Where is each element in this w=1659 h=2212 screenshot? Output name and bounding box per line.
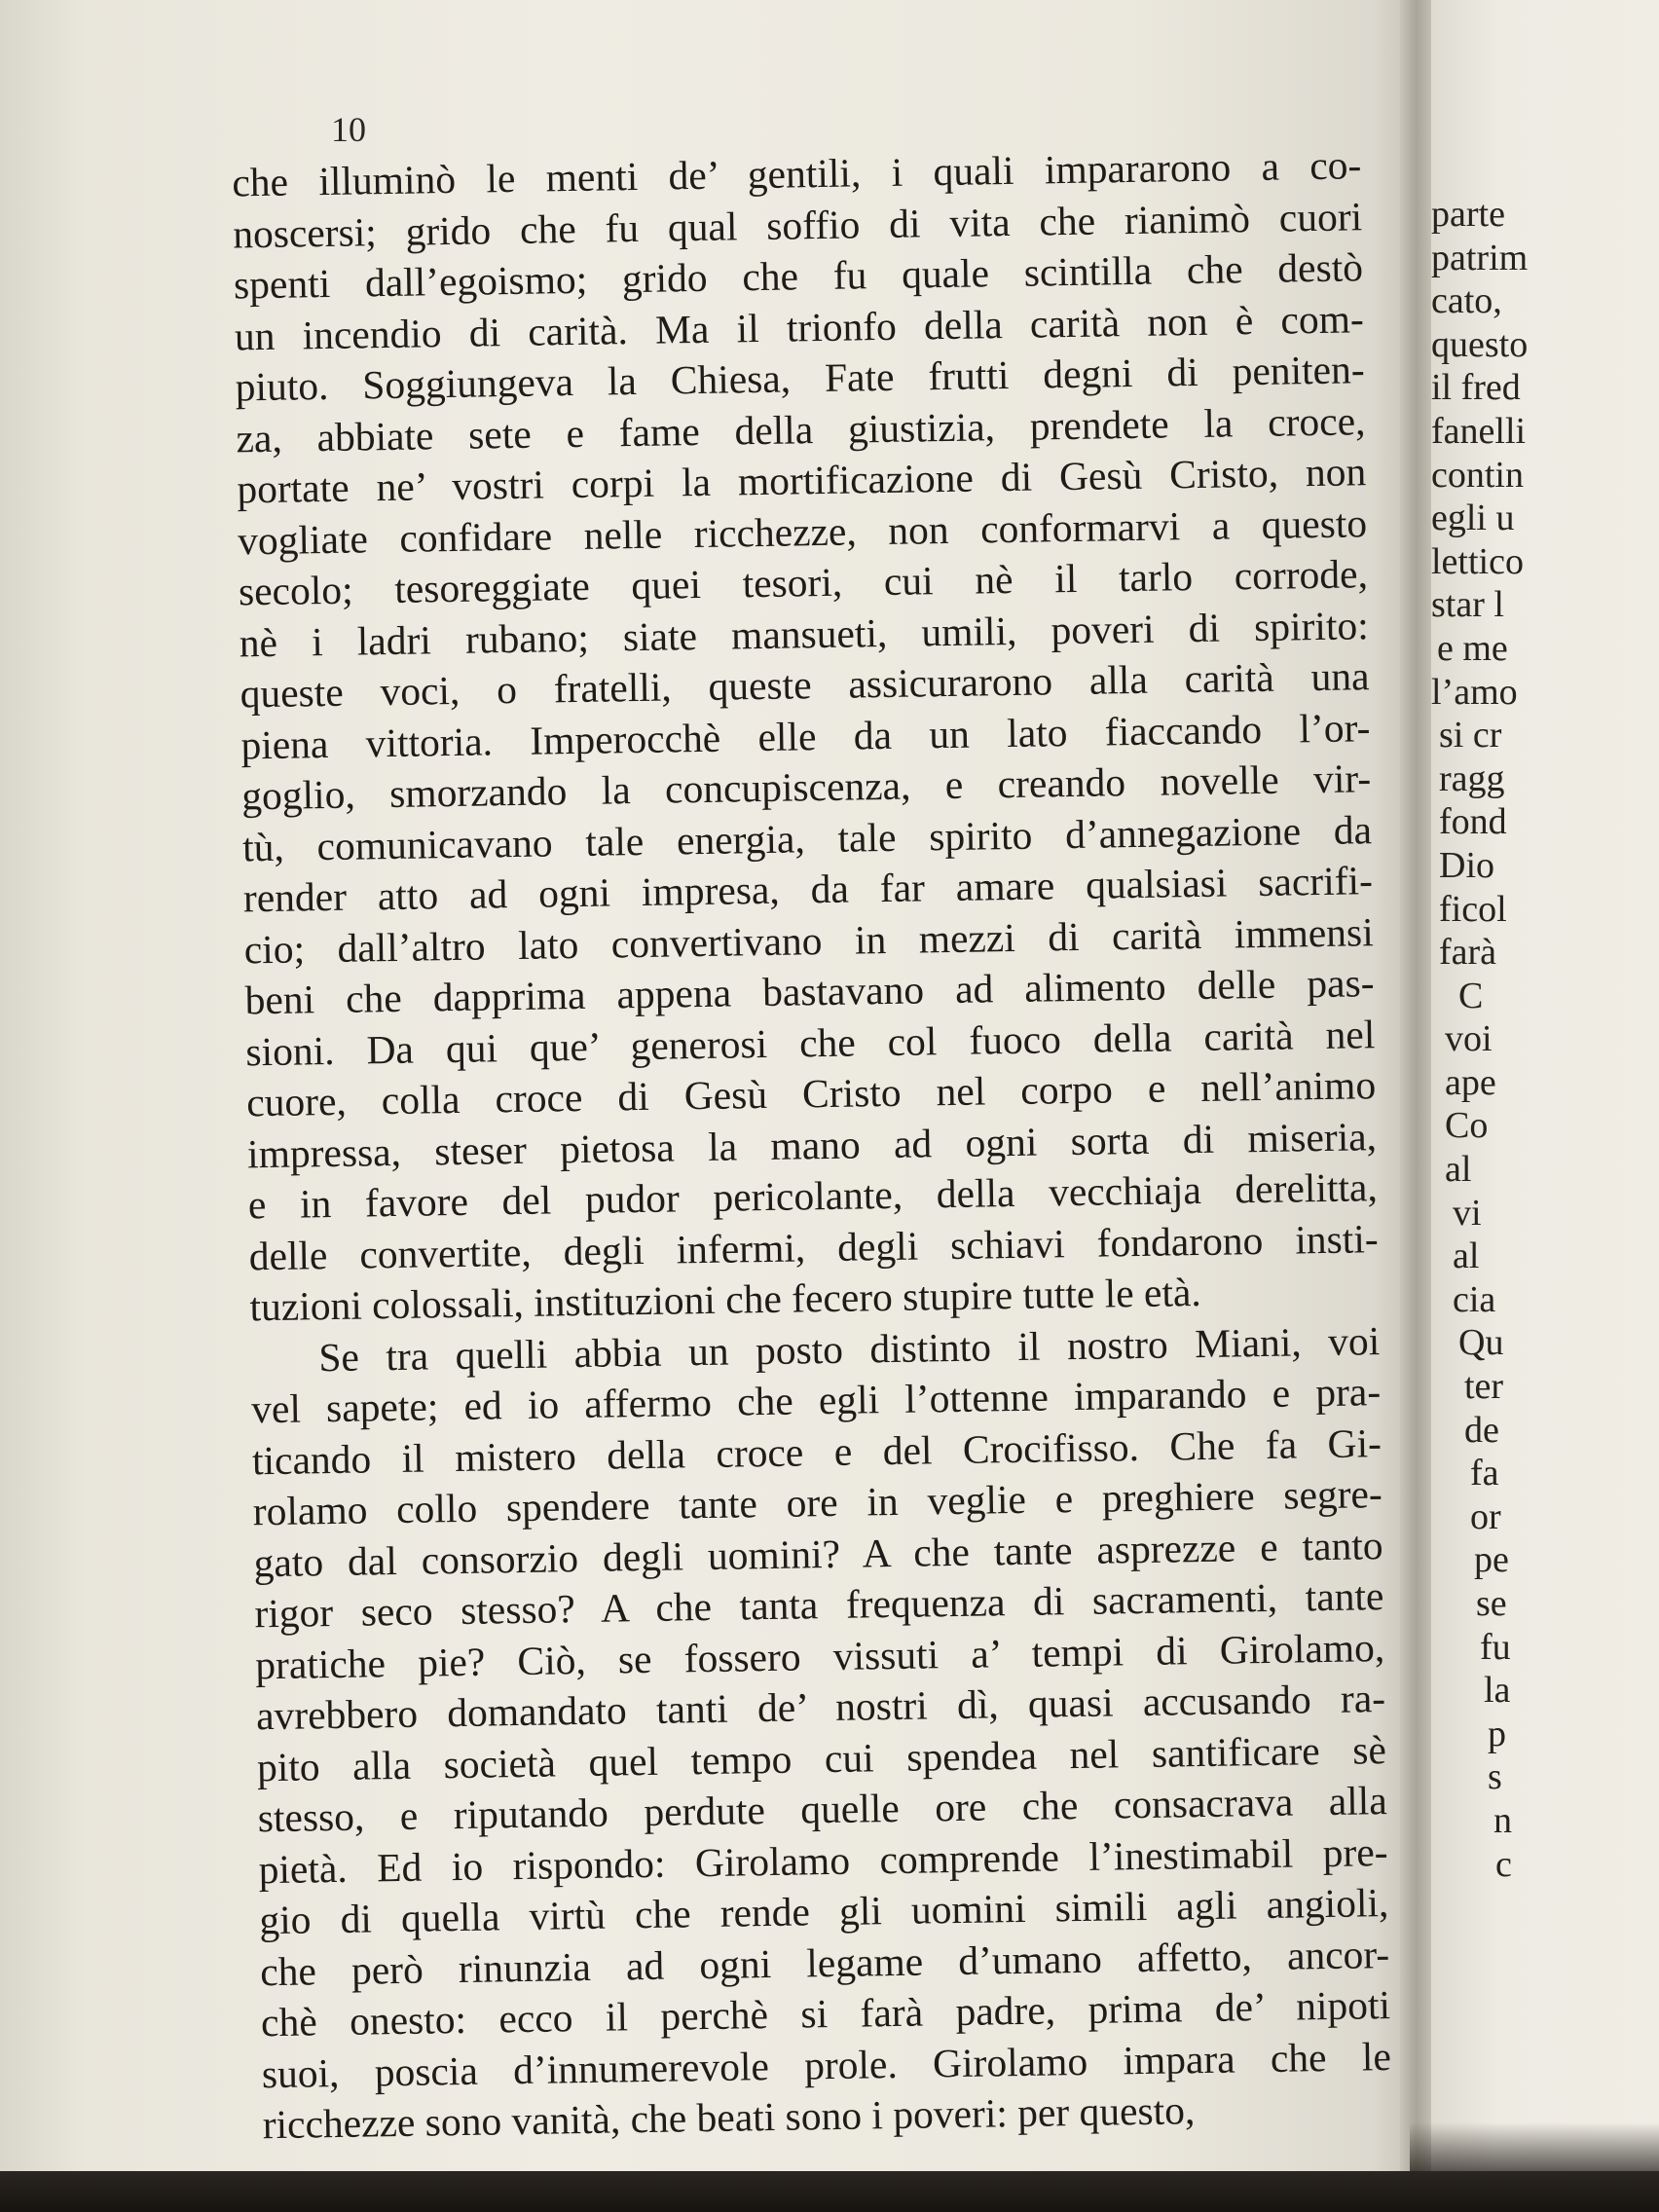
- body-text: [232, 139, 1421, 2151]
- text-line: e in favore del pudor pericolante, della vecchiaja derelitta,: [247, 1164, 1379, 1228]
- text-line: delle convertite, degli infermi, degli schiavi fondarono insti-: [248, 1215, 1379, 1278]
- right-text-fragment: il fred: [1431, 367, 1521, 409]
- right-page: [1431, 0, 1659, 2191]
- right-text-fragment: l’amo: [1431, 671, 1518, 713]
- text-line: noscersi; grido che fu qual soffio di vita che rianimò cuori: [232, 193, 1363, 256]
- text-line: ticando il mistero della croce e del Crocifisso. Che fa Gi-: [251, 1419, 1382, 1483]
- text-line: pietà. Ed io rispondo: Girolamo comprende l’inestimabil pre-: [258, 1828, 1388, 1892]
- right-text-fragment: star l: [1431, 584, 1504, 626]
- text-line: impressa, steser pietosa la mano ad ogni sorta di miseria,: [246, 1113, 1378, 1176]
- right-text-fragment: Co: [1445, 1105, 1489, 1147]
- text-line: cuore, colla croce di Gesù Cristo nel corpo e nell’animo: [245, 1062, 1377, 1125]
- text-line: gio di quella virtù che rende gli uomini simili agli angioli,: [259, 1880, 1389, 1943]
- right-text-fragment: al: [1445, 1149, 1472, 1191]
- right-text-fragment: fanelli: [1431, 410, 1527, 452]
- right-text-fragment: ape: [1445, 1061, 1496, 1103]
- right-text-fragment: parte: [1431, 194, 1505, 235]
- text-line: chè onesto: ecco il perchè si farà padre, prima de’ nipoti: [260, 1982, 1391, 2046]
- right-text-fragment: Dio: [1439, 844, 1494, 886]
- text-line: tuzioni colossali, instituzioni che fecero stupire tutte le età.: [249, 1269, 1202, 1330]
- text-line: goglio, smorzando la concupiscenza, e creando novelle vir-: [240, 756, 1372, 819]
- right-text-fragment: s: [1488, 1756, 1502, 1798]
- right-text-fragment: n: [1493, 1799, 1512, 1841]
- text-line: avrebbero domandato tanti de’ nostri dì, quasi accusando ra-: [255, 1676, 1386, 1739]
- right-text-fragment: C: [1458, 975, 1484, 1016]
- table-surface: [0, 2171, 1659, 2212]
- right-text-fragment: c: [1495, 1843, 1512, 1885]
- right-text-fragment: questo: [1431, 323, 1529, 365]
- text-line: tù, comunicavano tale energia, tale spirito d’annegazione da: [241, 806, 1373, 869]
- right-text-fragment: ficol: [1439, 888, 1507, 930]
- right-text-fragment: ragg: [1439, 757, 1505, 799]
- right-text-fragment: lettico: [1431, 540, 1524, 582]
- right-text-fragment: farà: [1439, 932, 1497, 974]
- text-line: ricchezze sono vanità, che beati sono i poveri: per questo,: [262, 2087, 1196, 2148]
- right-text-fragment: de: [1464, 1409, 1499, 1451]
- text-line: vel sapete; ed io affermo che egli l’ottenne imparando e pra-: [250, 1369, 1382, 1432]
- right-text-fragment: vi: [1453, 1192, 1482, 1234]
- right-text-fragment: contin: [1431, 454, 1524, 496]
- text-line: suoi, poscia d’innumerevole prole. Girolamo impara che le: [261, 2033, 1392, 2096]
- right-text-fragment: voi: [1445, 1018, 1493, 1060]
- right-text-fragment: p: [1488, 1713, 1506, 1754]
- page-number: 10: [331, 110, 366, 149]
- text-line: nè i ladri rubano; siate mansueti, umili, poveri di spirito:: [239, 602, 1370, 665]
- text-line: queste voci, o fratelli, queste assicurarono alla carità una: [240, 653, 1370, 717]
- right-text-fragment: egli u: [1431, 498, 1515, 539]
- text-line: spenti dall’egoismo; grido che fu quale scintilla che destò: [233, 244, 1364, 308]
- text-line: rigor seco stesso? A che tanta frequenza di sacramenti, tante: [254, 1573, 1384, 1637]
- right-text-fragment: fu: [1480, 1626, 1511, 1668]
- text-line: Se tra quelli abbia un posto distinto il nostro Miani, voi: [317, 1317, 1381, 1380]
- right-text-fragment: se: [1476, 1583, 1507, 1624]
- text-line: secolo; tesoreggiate quei tesori, cui nè il tarlo corrode,: [238, 551, 1369, 614]
- text-line: che però rinunzia ad ogni legame d’umano affetto, ancor-: [259, 1931, 1390, 1994]
- text-line: un incendio di carità. Ma il trionfo della carità non è com-: [234, 295, 1365, 358]
- right-text-fragment: Qu: [1458, 1322, 1504, 1364]
- text-line: vogliate confidare nelle ricchezze, non conformarvi a questo: [237, 499, 1368, 563]
- right-text-fragment: si cr: [1439, 715, 1502, 756]
- text-line: beni che dapprima appena bastavano ad alimento delle pas-: [244, 960, 1375, 1023]
- text-line: piena vittoria. Imperocchè elle da un lato fiaccando l’or-: [240, 704, 1371, 767]
- text-line: che illuminò le menti de’ gentili, i quali impararono a co-: [232, 142, 1362, 205]
- text-line: render atto ad ogni impresa, da far amare qualsiasi sacrifi-: [242, 858, 1374, 921]
- text-line: gato dal consorzio degli uomini? A che tante asprezze e tanto: [253, 1522, 1383, 1585]
- right-page-text: [1431, 193, 1659, 1886]
- text-line: rolamo collo spendere tante ore in veglie e preghiere segre-: [252, 1471, 1383, 1534]
- right-text-fragment: patrim: [1431, 237, 1529, 278]
- right-text-fragment: pe: [1474, 1539, 1509, 1581]
- text-line: za, abbiate sete e fame della giustizia, prendete la croce,: [236, 397, 1366, 461]
- text-line: cio; dall’altro lato convertivano in mezzi di carità immensi: [243, 908, 1374, 972]
- right-text-fragment: al: [1453, 1235, 1480, 1277]
- right-text-fragment: e me: [1437, 627, 1508, 669]
- text-line: pito alla società quel tempo cui spendea nel santificare sè: [256, 1726, 1387, 1789]
- right-text-fragment: fa: [1470, 1453, 1499, 1494]
- right-text-fragment: cia: [1453, 1278, 1496, 1320]
- right-text-fragment: fond: [1439, 801, 1507, 843]
- right-text-fragment: cato,: [1431, 280, 1502, 322]
- right-text-fragment: or: [1470, 1495, 1501, 1537]
- text-line: portate ne’ vostri corpi la mortificazione di Gesù Cristo, non: [236, 449, 1367, 512]
- right-text-fragment: la: [1484, 1670, 1511, 1712]
- text-line: stesso, e riputando perdute quelle ore che consacrava alla: [257, 1778, 1388, 1841]
- text-line: pratiche pie? Ciò, se fossero vissuti a’ tempi di Girolamo,: [254, 1624, 1385, 1687]
- right-text-fragment: ter: [1464, 1366, 1504, 1408]
- text-line: sioni. Da qui que’ generosi che col fuoco della carità nel: [245, 1011, 1376, 1074]
- text-line: piuto. Soggiungeva la Chiesa, Fate frutti degni di peniten-: [235, 347, 1365, 410]
